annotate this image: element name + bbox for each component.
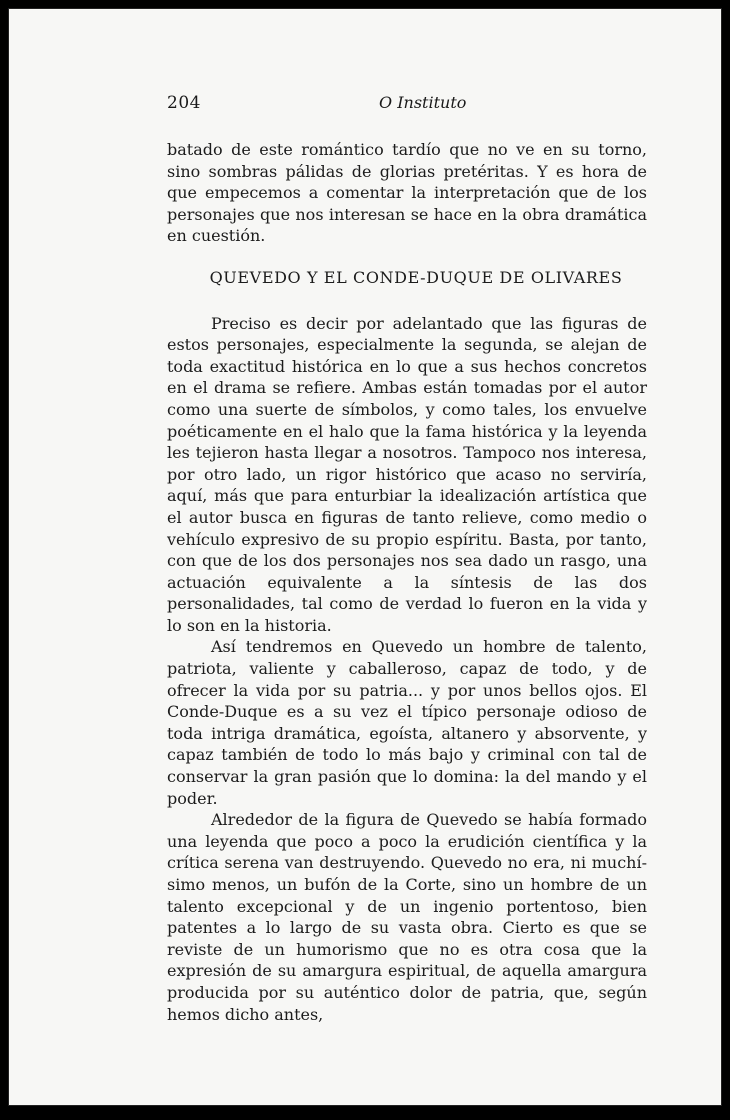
- paragraph: Preciso es decir por adelantado que las figuras de estos personajes, especialmente la segunda, se alejan de toda exactitud histórica en lo que a sus hechos concretos en el drama se refiere. Ambas están tomadas por el autor como una suerte de símbolos, y como tales, los envuelve poéticamente en el halo que la fama histórica y la leyenda les tejieron hasta llegar a nosotros. Tampoco nos interesa, por otro lado, un rigor histórico que acaso no serviría, aquí, más que para enturbiar la idealización artística que el autor busca en figuras de tanto relieve, como medio o vehículo expresivo de su propio espíritu. Basta, por tanto, con que de los dos personajes nos sea dado un rasgo, una actuación equivalente a la síntesis de las dos personalidades, tal como de verdad lo fueron en la vida y lo son en la historia.: [167, 313, 647, 635]
- paragraph: Alrededor de la figura de Quevedo se había formado una leyenda que poco a poco la erudición científica y la crítica serena van destruyendo. Quevedo no era, ni muchísimo menos, un bufón de la Corte, sino un hombre de un talento excepcional y de un ingenio portentoso, bien patentes a lo largo de su vasta obra. Cierto es que se reviste de un humorismo que no es otra cosa que la expresión de su amargura espiritual, de aquella amargura producida por su auténtico dolor de patria, que, según hemos dicho antes,: [167, 810, 647, 1024]
- running-title: O Instituto: [379, 93, 467, 112]
- continued-paragraph: batado de este romántico tardío que no ve en su torno, sino sombras pálidas de glorias pretéritas. Y es hora de que empecemos a comentar la interpretación que de los personajes que nos interesan se hace en la obra dramática en cuestión.: [167, 140, 647, 246]
- section-heading: QUEVEDO Y EL CONDE-DUQUE DE OLIVARES: [209, 267, 623, 287]
- page-header: [167, 93, 645, 117]
- paragraph: Así tendremos en Quevedo un hombre de talento, patriota, valiente y caballeroso, capaz de todo, y de ofrecer la vida por su patria... y por unos bellos ojos. El Conde-Duque es a su vez el típico personaje odioso de toda intriga dramática, egoísta, altanero y absorvente, y capaz también de todo lo más bajo y criminal con tal de conservar la gran pasión que lo domina: la del mando y el poder.: [167, 637, 647, 808]
- page-number: 204: [167, 93, 201, 113]
- page-body: [167, 139, 647, 1025]
- book-page: [8, 8, 722, 1106]
